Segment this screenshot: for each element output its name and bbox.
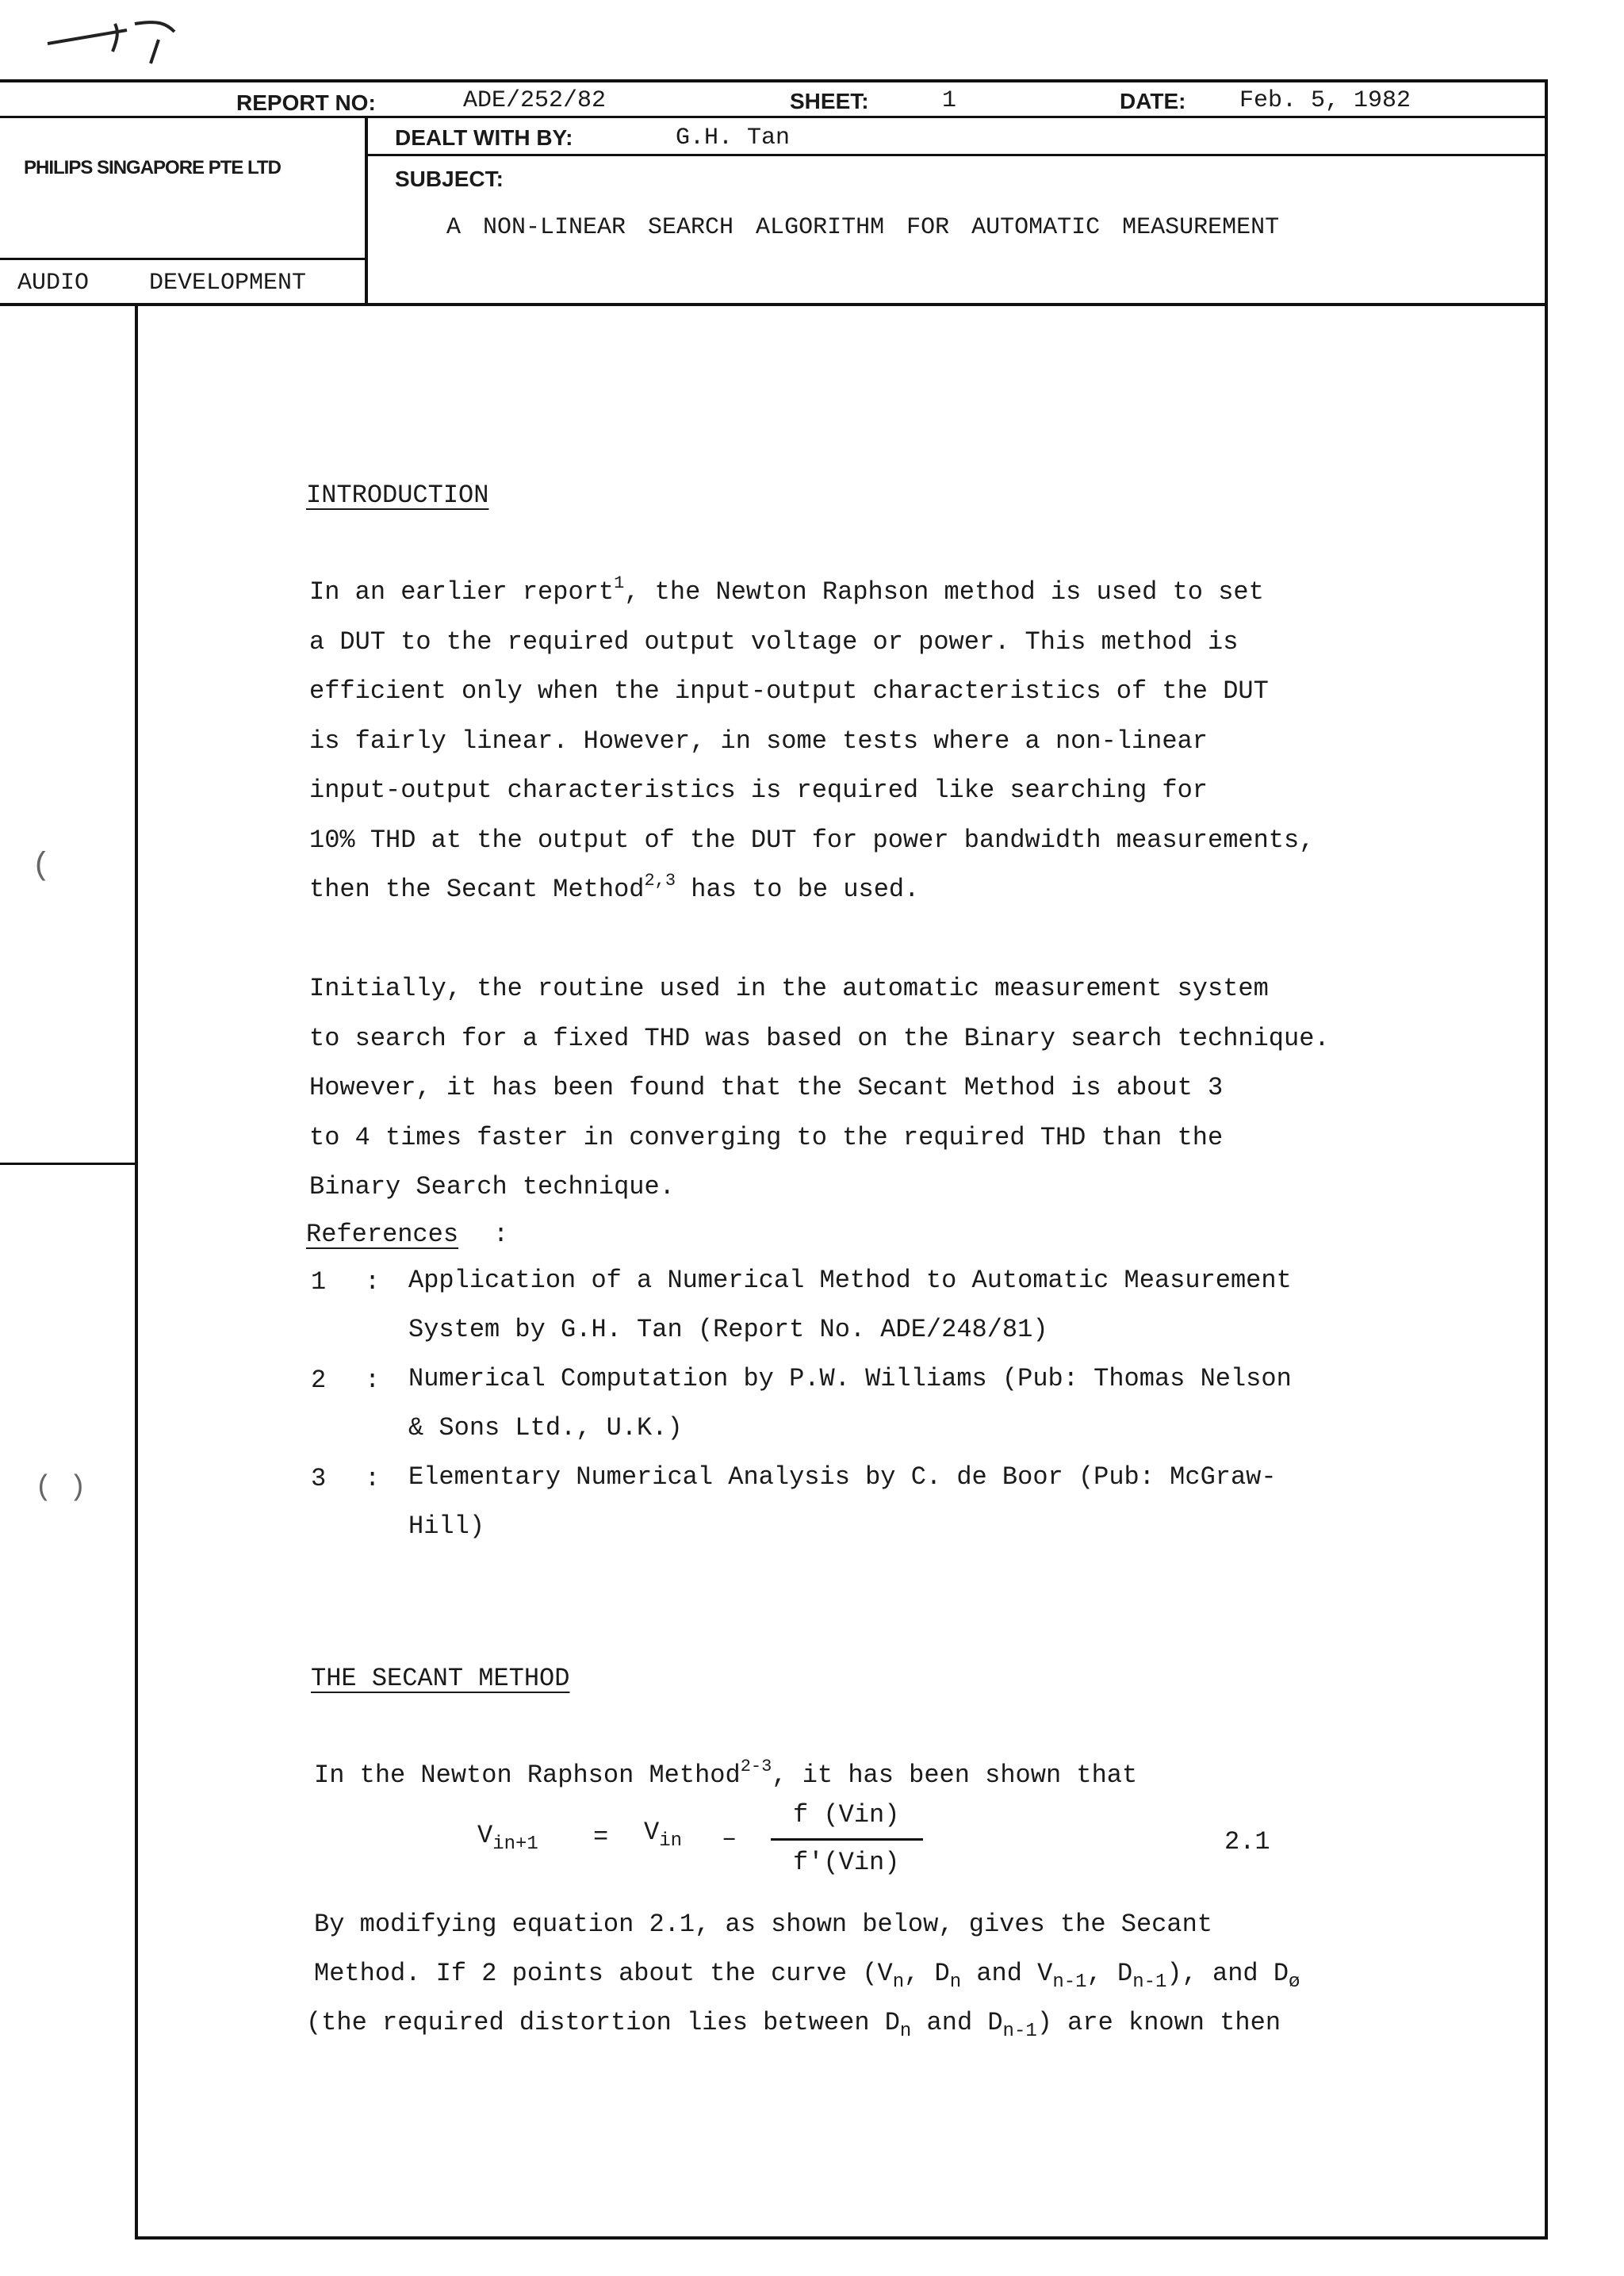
dealt-with-label: DEALT WITH BY: (395, 125, 573, 150)
dealt-with-value: G.H. Tan (676, 125, 791, 151)
report-no-value: ADE/252/82 (463, 87, 607, 114)
reference-item-2: Numerical Computation by P.W. Williams (Pub: Thomas Nelson & Sons Ltd., U.K.) (408, 1364, 1292, 1443)
margin-column-line (135, 305, 138, 2240)
date-value: Feb. 5, 1982 (1239, 87, 1411, 114)
text-line: Initially, the routine used in the automatic measurement system (309, 974, 1269, 1003)
binder-hole-mark: ( ) (35, 1471, 86, 1504)
text-line: to search for a fixed THD was based on the Binary search technique. (309, 1023, 1330, 1053)
reference-separator: : (365, 1267, 381, 1297)
secant-paragraph-line-2: Method. If 2 points about the curve ($V_n$, $D_n$ and $V_{n-1}$, $D_{n-1}$), and $D_ø$ (314, 1959, 1300, 1993)
reference-separator: : (365, 1366, 381, 1395)
text-line: Binary Search technique. (309, 1172, 675, 1201)
department-development: DEVELOPMENT (149, 270, 307, 297)
references-colon: : (493, 1220, 509, 1249)
department-audio: AUDIO (17, 270, 90, 297)
secant-paragraph-line-1: By modifying equation 2.1, as shown below, gives the Secant (314, 1910, 1212, 1939)
equation-equals: = (593, 1822, 609, 1852)
secant-paragraph-line-3: (the required distortion lies between $D_n$ and $D_{n-1}$) are known then (306, 2008, 1281, 2042)
equation-denominator: f'(Vin) (793, 1848, 900, 1877)
text-line: is fairly linear. However, in some tests where a non-linear (309, 726, 1208, 756)
handwritten-mark (40, 8, 182, 79)
header-bottom-border (0, 303, 1546, 306)
reference-number: 1 (311, 1267, 327, 1297)
body-right-border (1545, 305, 1548, 2240)
reference-separator: : (365, 1464, 381, 1493)
equation-fraction-bar (771, 1838, 923, 1841)
text-line: In an earlier report$^1$, the Newton Raphson method is used to set (309, 573, 1264, 607)
date-label: DATE: (1120, 89, 1186, 113)
introduction-paragraph-2 (309, 964, 1459, 1213)
text-line: input-output characteristics is required like searching for (309, 776, 1208, 805)
company-name: PHILIPS SINGAPORE PTE LTD (24, 157, 281, 178)
header-right-border (1545, 79, 1548, 306)
subject-label: SUBJECT: (395, 167, 504, 191)
text-line: to 4 times faster in converging to the required THD than the (309, 1122, 1224, 1152)
text-line: efficient only when the input-output characteristics of the DUT (309, 676, 1269, 706)
reference-number: 2 (311, 1366, 327, 1395)
secant-intro-line: In the Newton Raphson Method$^{2-3}$, it has been shown that (314, 1757, 1138, 1790)
header-vertical-divider (365, 116, 368, 306)
sheet-value: 1 (942, 87, 957, 114)
secant-method-heading: THE SECANT METHOD (311, 1664, 570, 1693)
text-line: However, it has been found that the Secant Method is about 3 (309, 1073, 1224, 1102)
equation-numerator: f (Vin) (793, 1800, 900, 1830)
header-left-divider (0, 258, 366, 260)
equation-lhs: $V_{in+1}$ (477, 1821, 538, 1855)
text-line: 10% THD at the output of the DUT for power bandwidth measurements, (309, 825, 1315, 855)
margin-divider (0, 1163, 136, 1165)
report-no-label: REPORT NO: (236, 90, 376, 115)
reference-number: 3 (311, 1464, 327, 1493)
header-dealt-row-bottom (366, 154, 1546, 156)
reference-item-3: Elementary Numerical Analysis by C. de Boor (Pub: McGraw- Hill) (408, 1462, 1277, 1541)
equation-v-in: $V_{in}$ (644, 1818, 683, 1852)
introduction-paragraph-1 (309, 568, 1459, 915)
equation-number: 2.1 (1224, 1827, 1270, 1856)
body-bottom-border (135, 2236, 1548, 2240)
reference-item-1: Application of a Numerical Method to Automatic Measurement System by G.H. Tan (Report No. ADE/248/81) (408, 1266, 1292, 1344)
introduction-heading: INTRODUCTION (306, 481, 489, 510)
text-line: a DUT to the required output voltage or power. This method is (309, 626, 1239, 657)
binder-hole-mark: ( (32, 849, 52, 884)
equation-minus: – (722, 1824, 737, 1853)
header-report-row-bottom (0, 116, 1546, 118)
sheet-label: SHEET: (790, 89, 869, 113)
header-top-border (0, 79, 1546, 82)
text-line: then the Secant Method$^{2,3}$ has to be used. (309, 871, 920, 904)
subject-value: A NON-LINEAR SEARCH ALGORITHM FOR AUTOMATIC MEASUREMENT (446, 214, 1280, 241)
references-heading: References (306, 1220, 459, 1249)
